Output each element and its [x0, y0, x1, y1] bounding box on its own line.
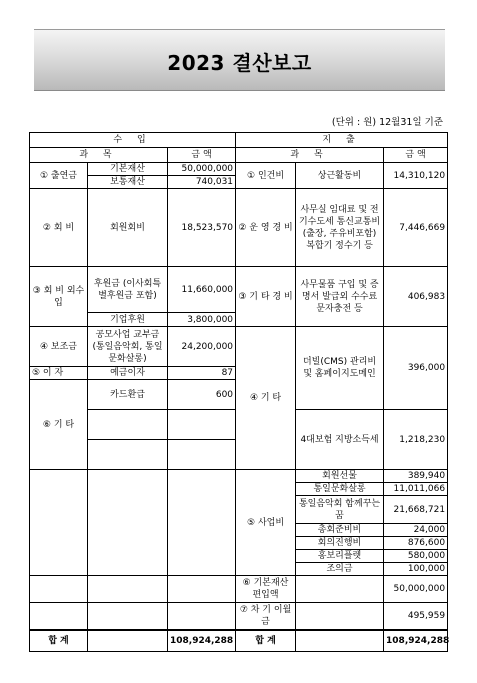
expense-amount-personnel: 14,310,120 [384, 163, 448, 189]
project-item-amount: 100,000 [384, 563, 448, 576]
expense-sub-cms-hosting: 더빌(CMS) 관리비 및 홈페이지도메인 [296, 327, 384, 410]
income-amount-interest: 87 [168, 367, 236, 380]
income-empty-cell [88, 410, 168, 440]
income-category-non-dues: ③ 회 비 외수입 [30, 267, 88, 327]
expense-category-other: ④ 기 타 [236, 327, 296, 470]
page-title: 2023 결산보고 [167, 51, 312, 75]
income-category-dues: ② 회 비 [30, 189, 88, 267]
income-amount-donation: 11,660,000 [168, 267, 236, 313]
expense-item-header: 과 목 [236, 148, 384, 163]
expense-total-label: 합 계 [236, 630, 296, 652]
income-category-other: ⑥ 기 타 [30, 380, 88, 470]
project-item-name: 조의금 [296, 563, 384, 576]
income-empty-cell [88, 576, 168, 603]
settlement-table [29, 132, 448, 652]
income-empty-cell [88, 603, 168, 630]
project-item-name: 회원선물 [296, 470, 384, 483]
income-sub-basic-property: 기본재산 [88, 163, 168, 176]
expense-category-personnel: ① 인건비 [236, 163, 296, 189]
unit-note: (단위 : 원) 12월31일 기준 [331, 117, 443, 128]
income-empty-cell [168, 603, 236, 630]
expense-amount-basic-property-transfer: 50,000,000 [384, 576, 448, 603]
income-amount-card-refund: 600 [168, 380, 236, 410]
expense-empty-cell [296, 603, 384, 630]
income-amount-corporate-sponsor: 3,800,000 [168, 313, 236, 327]
income-sub-subsidy: 공모사업 교부금 (통일음악회, 통일문화살롱) [88, 327, 168, 367]
expense-category-basic-property-transfer: ⑥ 기본재산 편입액 [236, 576, 296, 603]
income-category-subsidy: ④ 보조금 [30, 327, 88, 367]
income-amount-subsidy: 24,200,000 [168, 327, 236, 367]
project-item-amount: 11,011,066 [384, 483, 448, 496]
project-item-amount: 580,000 [384, 550, 448, 563]
expense-category-operating: ② 운 영 경 비 [236, 189, 296, 267]
project-item-name: 회의진행비 [296, 537, 384, 550]
expense-header: 지 출 [236, 133, 448, 148]
expense-empty-cell [296, 630, 384, 652]
income-total-label: 합 계 [30, 630, 88, 652]
project-item-amount: 876,600 [384, 537, 448, 550]
income-empty-cell [88, 440, 168, 470]
income-empty-cell [30, 576, 88, 603]
income-item-header: 과 목 [30, 148, 168, 163]
expense-sub-insurance-tax: 4대보험 지방소득세 [296, 410, 384, 470]
project-item-name: 통일음악회 함께꾸는 꿈 [296, 496, 384, 524]
income-sub-general-property: 보통재산 [88, 176, 168, 189]
income-sub-corporate-sponsor: 기업후원 [88, 313, 168, 327]
income-empty-cell [168, 576, 236, 603]
income-amount-dues: 18,523,570 [168, 189, 236, 267]
income-amount-general-property: 740,031 [168, 176, 236, 189]
income-empty-cell [88, 630, 168, 652]
income-category-interest: ⑤ 이 자 [30, 367, 88, 380]
income-sub-card-refund: 카드환급 [88, 380, 168, 410]
project-item-name: 홍보리플렛 [296, 550, 384, 563]
income-header: 수 입 [30, 133, 236, 148]
project-item-amount: 389,940 [384, 470, 448, 483]
income-amount-basic-property: 50,000,000 [168, 163, 236, 176]
income-amount-header: 금 액 [168, 148, 236, 163]
income-total-amount: 108,924,288 [168, 630, 236, 652]
income-sub-donation: 후원금 (이사회특별후원금 포함) [88, 267, 168, 313]
expense-category-projects: ⑤ 사업비 [236, 470, 296, 576]
expense-sub-stipend: 상근활동비 [296, 163, 384, 189]
expense-amount-header: 금 액 [384, 148, 448, 163]
title-banner [34, 29, 445, 91]
expense-category-carryover: ⑦ 차 기 이월금 [236, 603, 296, 630]
income-sub-member-dues: 회원회비 [88, 189, 168, 267]
income-empty-cell [168, 410, 236, 440]
expense-sub-misc-operating: 사무물품 구입 및 증명서 발급외 수수료 문자충전 등 [296, 267, 384, 327]
expense-empty-cell [296, 576, 384, 603]
project-item-name: 총회준비비 [296, 524, 384, 537]
income-category-contribution: ① 출연금 [30, 163, 88, 189]
project-item-name: 통일문화살롱 [296, 483, 384, 496]
income-empty-cell [168, 470, 236, 576]
expense-amount-cms-hosting: 396,000 [384, 327, 448, 410]
project-item-amount: 21,668,721 [384, 496, 448, 524]
income-empty-cell [30, 603, 88, 630]
expense-category-misc-operating: ③ 기 타 경 비 [236, 267, 296, 327]
project-item-amount: 24,000 [384, 524, 448, 537]
expense-amount-insurance-tax: 1,218,230 [384, 410, 448, 470]
income-sub-interest: 예금이자 [88, 367, 168, 380]
expense-total-amount: 108,924,288 [384, 630, 448, 652]
income-empty-cell [88, 470, 168, 576]
income-empty-cell [168, 440, 236, 470]
expense-sub-operating: 사무실 임대료 및 전기수도세 통신교통비(출장, 주유비포함) 복합기 정수기 등 [296, 189, 384, 267]
expense-amount-carryover: 495,959 [384, 603, 448, 630]
expense-amount-operating: 7,446,669 [384, 189, 448, 267]
expense-amount-misc-operating: 406,983 [384, 267, 448, 327]
income-empty-cell [30, 470, 88, 576]
